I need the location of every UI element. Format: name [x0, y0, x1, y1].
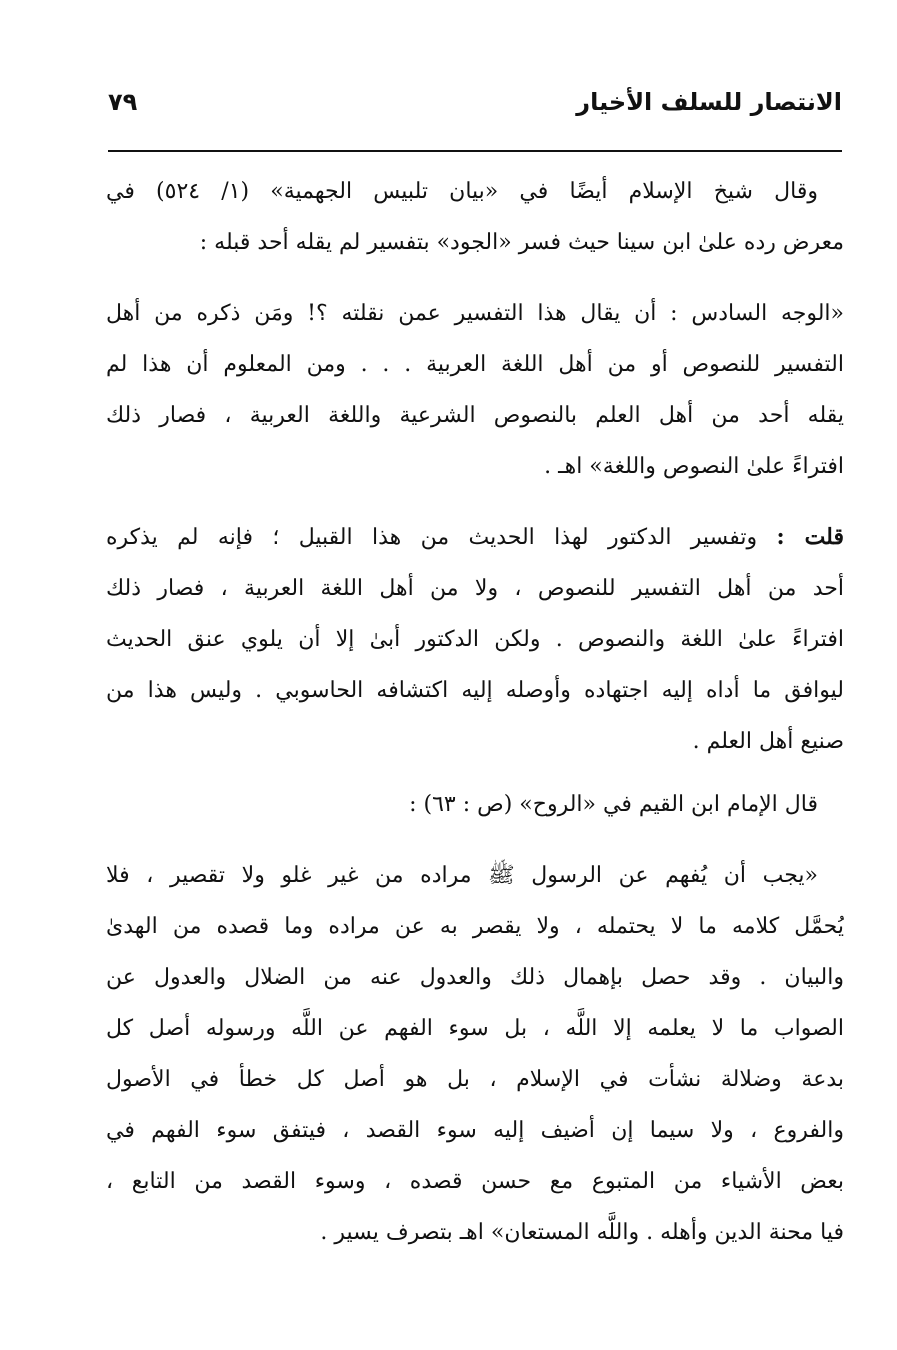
text-line: يُحمَّل كلامه ما لا يحتمله ، ولا يقصر به عن مراده وما قصده من الهدىٰ: [106, 914, 844, 939]
body-text: [106, 166, 844, 1258]
header-title: الانتصار للسلف الأخيار: [576, 88, 842, 116]
text-line: افتراءً علىٰ النصوص واللغة» اهـ .: [544, 454, 844, 479]
text-line: الصواب ما لا يعلمه إلا اللَّه ، بل سوء الفهم عن اللَّه ورسوله أصل كل: [106, 1016, 844, 1041]
text-line: فيا محنة الدين وأهله . واللَّه المستعان» اهـ بتصرف يسير .: [320, 1220, 844, 1245]
paragraph-gap: [106, 767, 844, 779]
text-line: «يجب أن يُفهم عن الرسول ﷺ مراده من غير غلو ولا تقصير ، فلا: [106, 863, 818, 888]
text-line: صنيع أهل العلم .: [692, 729, 844, 754]
text-line: ليوافق ما أداه إليه اجتهاده وأوصله إليه اكتشافه الحاسوبي . وليس هذا من: [106, 678, 844, 703]
text-line: يقله أحد من أهل العلم بالنصوص الشرعية واللغة العربية ، فصار ذلك: [106, 403, 844, 428]
text-line: افتراءً علىٰ اللغة والنصوص . ولكن الدكتور أبىٰ إلا أن يلوي عنق الحديث: [106, 627, 844, 652]
running-header: [108, 82, 842, 122]
text-line: وقال شيخ الإسلام أيضًا في «بيان تلبيس الجهمية» (١/ ٥٢٤) في: [106, 179, 818, 204]
text-line: أحد من أهل التفسير للنصوص ، ولا من أهل اللغة العربية ، فصار ذلك: [106, 576, 844, 601]
qultu-lead: قلت :: [776, 524, 844, 550]
paragraph-gap: [106, 268, 844, 288]
text-line: والبيان . وقد حصل بإهمال ذلك والعدول عنه من الضلال والعدول عن: [106, 965, 844, 990]
text-line: التفسير للنصوص أو من أهل اللغة العربية . . . ومن المعلوم أن هذا لم: [106, 352, 844, 377]
header-rule: [108, 150, 842, 152]
text-line: والفروع ، ولا سيما إن أضيف إليه سوء القصد ، فيتفق سوء الفهم في: [106, 1118, 844, 1143]
text-line: بعض الأشياء من المتبوع مع حسن قصده ، وسوء القصد من التابع ،: [106, 1169, 844, 1194]
paragraph-gap: [106, 492, 844, 512]
text-line: [106, 512, 844, 563]
text-line: «الوجه السادس : أن يقال هذا التفسير عمن نقلته ؟! ومَن ذكره من أهل: [106, 301, 844, 326]
text-line: بدعة وضلالة نشأت في الإسلام ، بل هو أصل كل خطأ في الأصول: [106, 1067, 844, 1092]
text-span: وتفسير الدكتور لهذا الحديث من هذا القبيل ؛ فإنه لم يذكره: [106, 525, 758, 550]
text-line: قال الإمام ابن القيم في «الروح» (ص : ٦٣) :: [409, 792, 818, 817]
page-number: ٧٩: [108, 88, 138, 116]
paragraph-gap: [106, 830, 844, 850]
text-line: معرض رده علىٰ ابن سينا حيث فسر «الجود» بتفسير لم يقله أحد قبله :: [199, 230, 844, 255]
